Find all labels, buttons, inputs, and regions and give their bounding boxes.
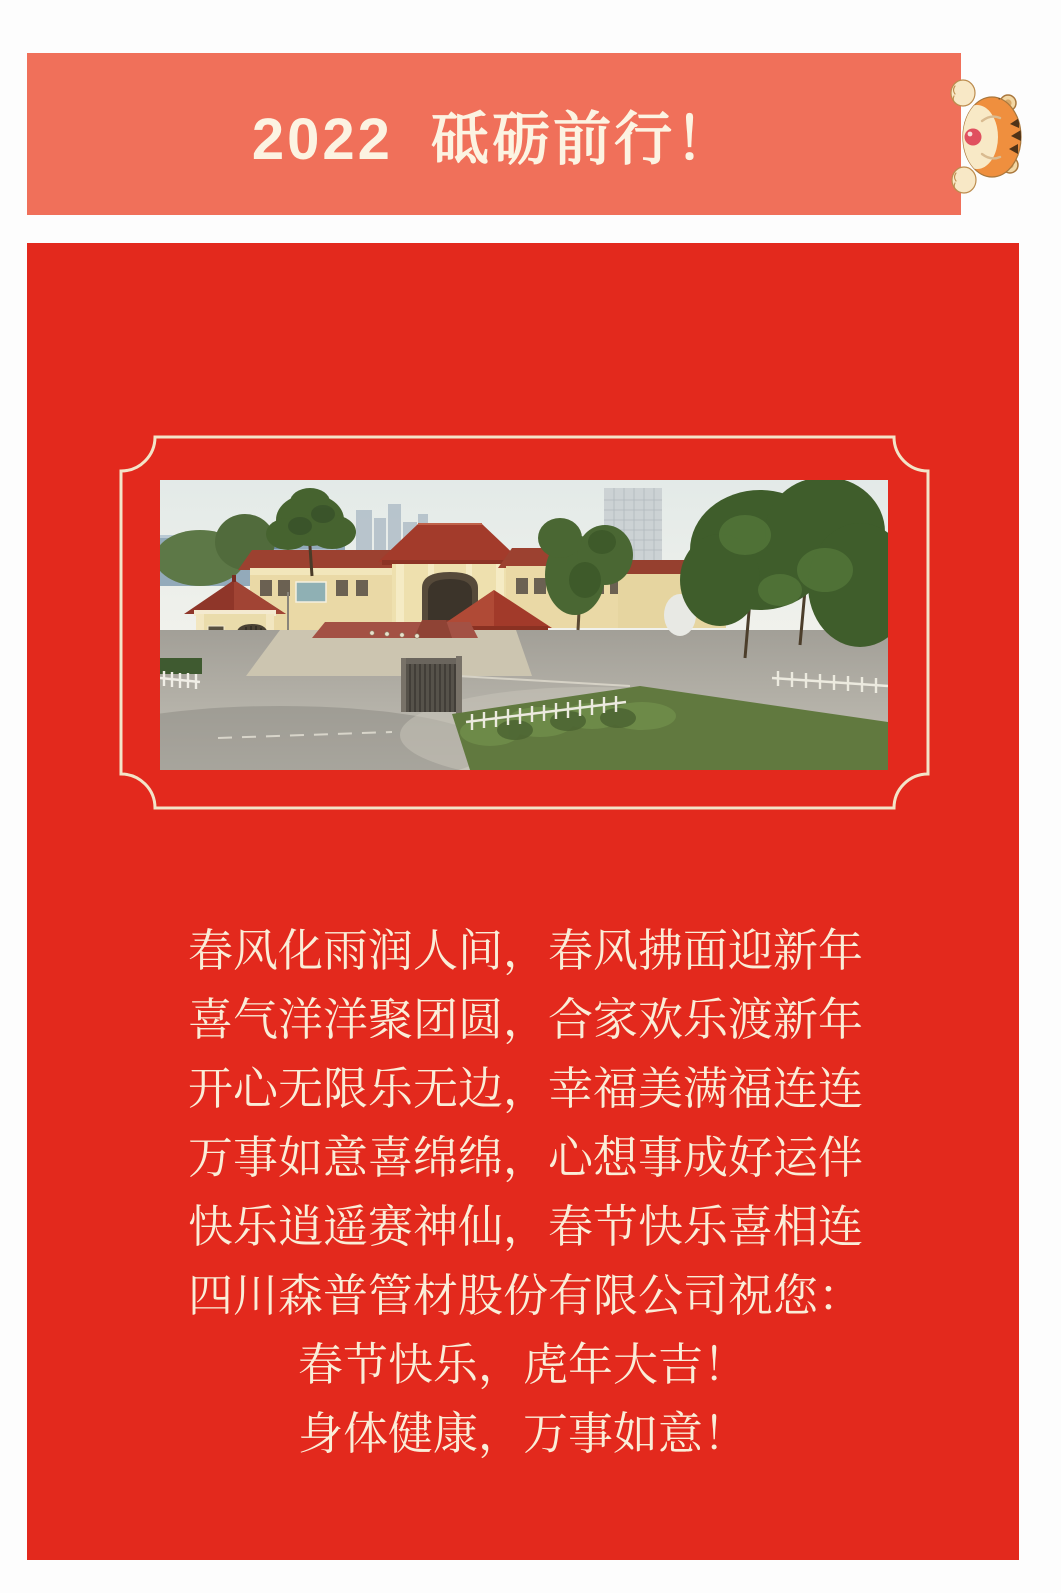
greeting-poem (27, 916, 1019, 1468)
greeting-card (27, 243, 1019, 1560)
poem-line: 春风化雨润人间，春风拂面迎新年 (188, 925, 864, 976)
poem-line: 喜气洋洋聚团圆，合家欢乐渡新年 (188, 994, 864, 1045)
poem-line: 身体健康，万事如意！ (297, 1408, 748, 1459)
banner-title: 2022 砥砺前行！ (251, 107, 737, 172)
banner (27, 53, 961, 215)
poem-line: 万事如意喜绵绵，心想事成好运伴 (188, 1132, 864, 1183)
poem-line: 春节快乐，虎年大吉！ (297, 1339, 748, 1390)
poem-line: 快乐逍遥赛神仙，春节快乐喜相连 (188, 1201, 864, 1252)
tiger-peeking-icon (945, 70, 1025, 198)
poem-line: 四川森普管材股份有限公司祝您： (188, 1270, 864, 1321)
company-entrance-photo (160, 480, 888, 770)
poem-line: 开心无限乐无边，幸福美满福连连 (188, 1063, 864, 1114)
